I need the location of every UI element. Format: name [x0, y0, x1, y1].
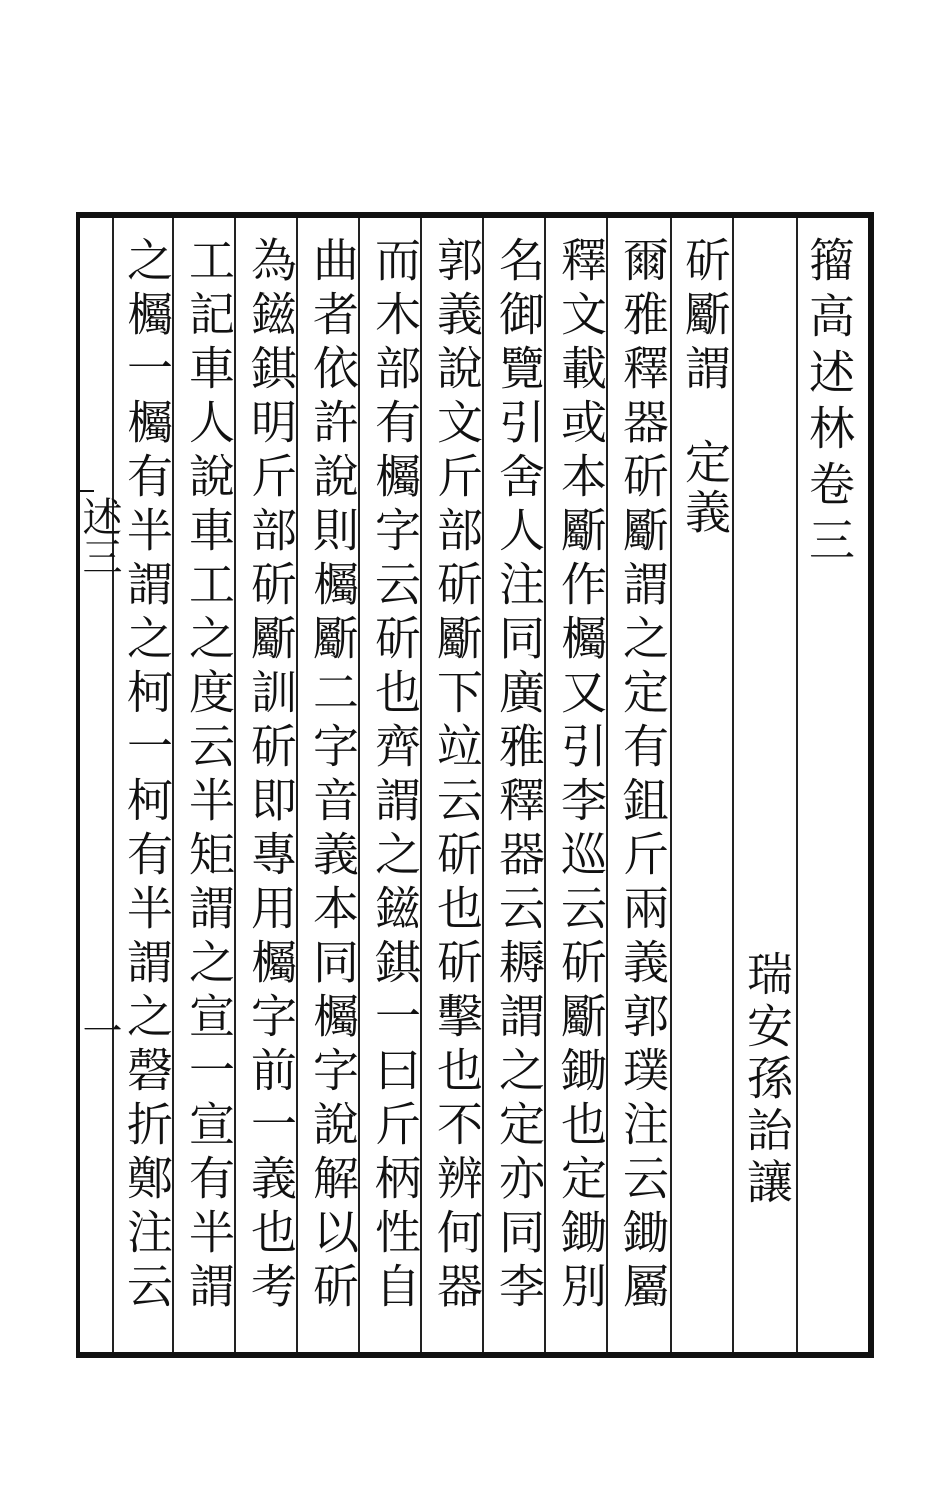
- heading-text: 斫斸謂: [678, 236, 732, 398]
- margin-label: 述三: [76, 496, 122, 576]
- text-column: 曲者依許說則欘斸二字音義本同欘字說解以斫: [306, 236, 360, 1316]
- text-column: 釋文載或本斸作欘又引李巡云斫斸鋤也定鋤別: [554, 236, 608, 1316]
- text-column: 爾雅釋器斫斸謂之定有鉏斤兩義郭璞注云鋤屬: [616, 236, 670, 1316]
- text-column: 而木部有欘字云斫也齊謂之鎡錤一曰斤柄性自: [368, 236, 422, 1316]
- text-column: 名御覽引舍人注同廣雅釋器云耨謂之定亦同李: [492, 236, 546, 1316]
- text-column: 之欘一欘有半謂之柯一柯有半謂之磬折鄭注云: [120, 236, 174, 1316]
- text-column: 為鎡錤明斤部斫斸訓斫即專用欘字前一義也考: [244, 236, 298, 1316]
- column-rule: [112, 218, 114, 1352]
- book-title: 籀高述林卷三: [802, 236, 856, 572]
- author-line: 瑞安孫詒讓: [740, 950, 794, 1210]
- section-heading: [676, 236, 734, 538]
- text-column: 郭義說文斤部斫斸下竝云斫也斫擊也不辨何器: [430, 236, 484, 1316]
- margin-page-number: 一: [76, 1010, 122, 1050]
- column-rule: [796, 218, 798, 1352]
- text-column: 工記車人說車工之度云半矩謂之宣一宣有半謂: [182, 236, 236, 1316]
- heading-note: 定義: [678, 438, 732, 538]
